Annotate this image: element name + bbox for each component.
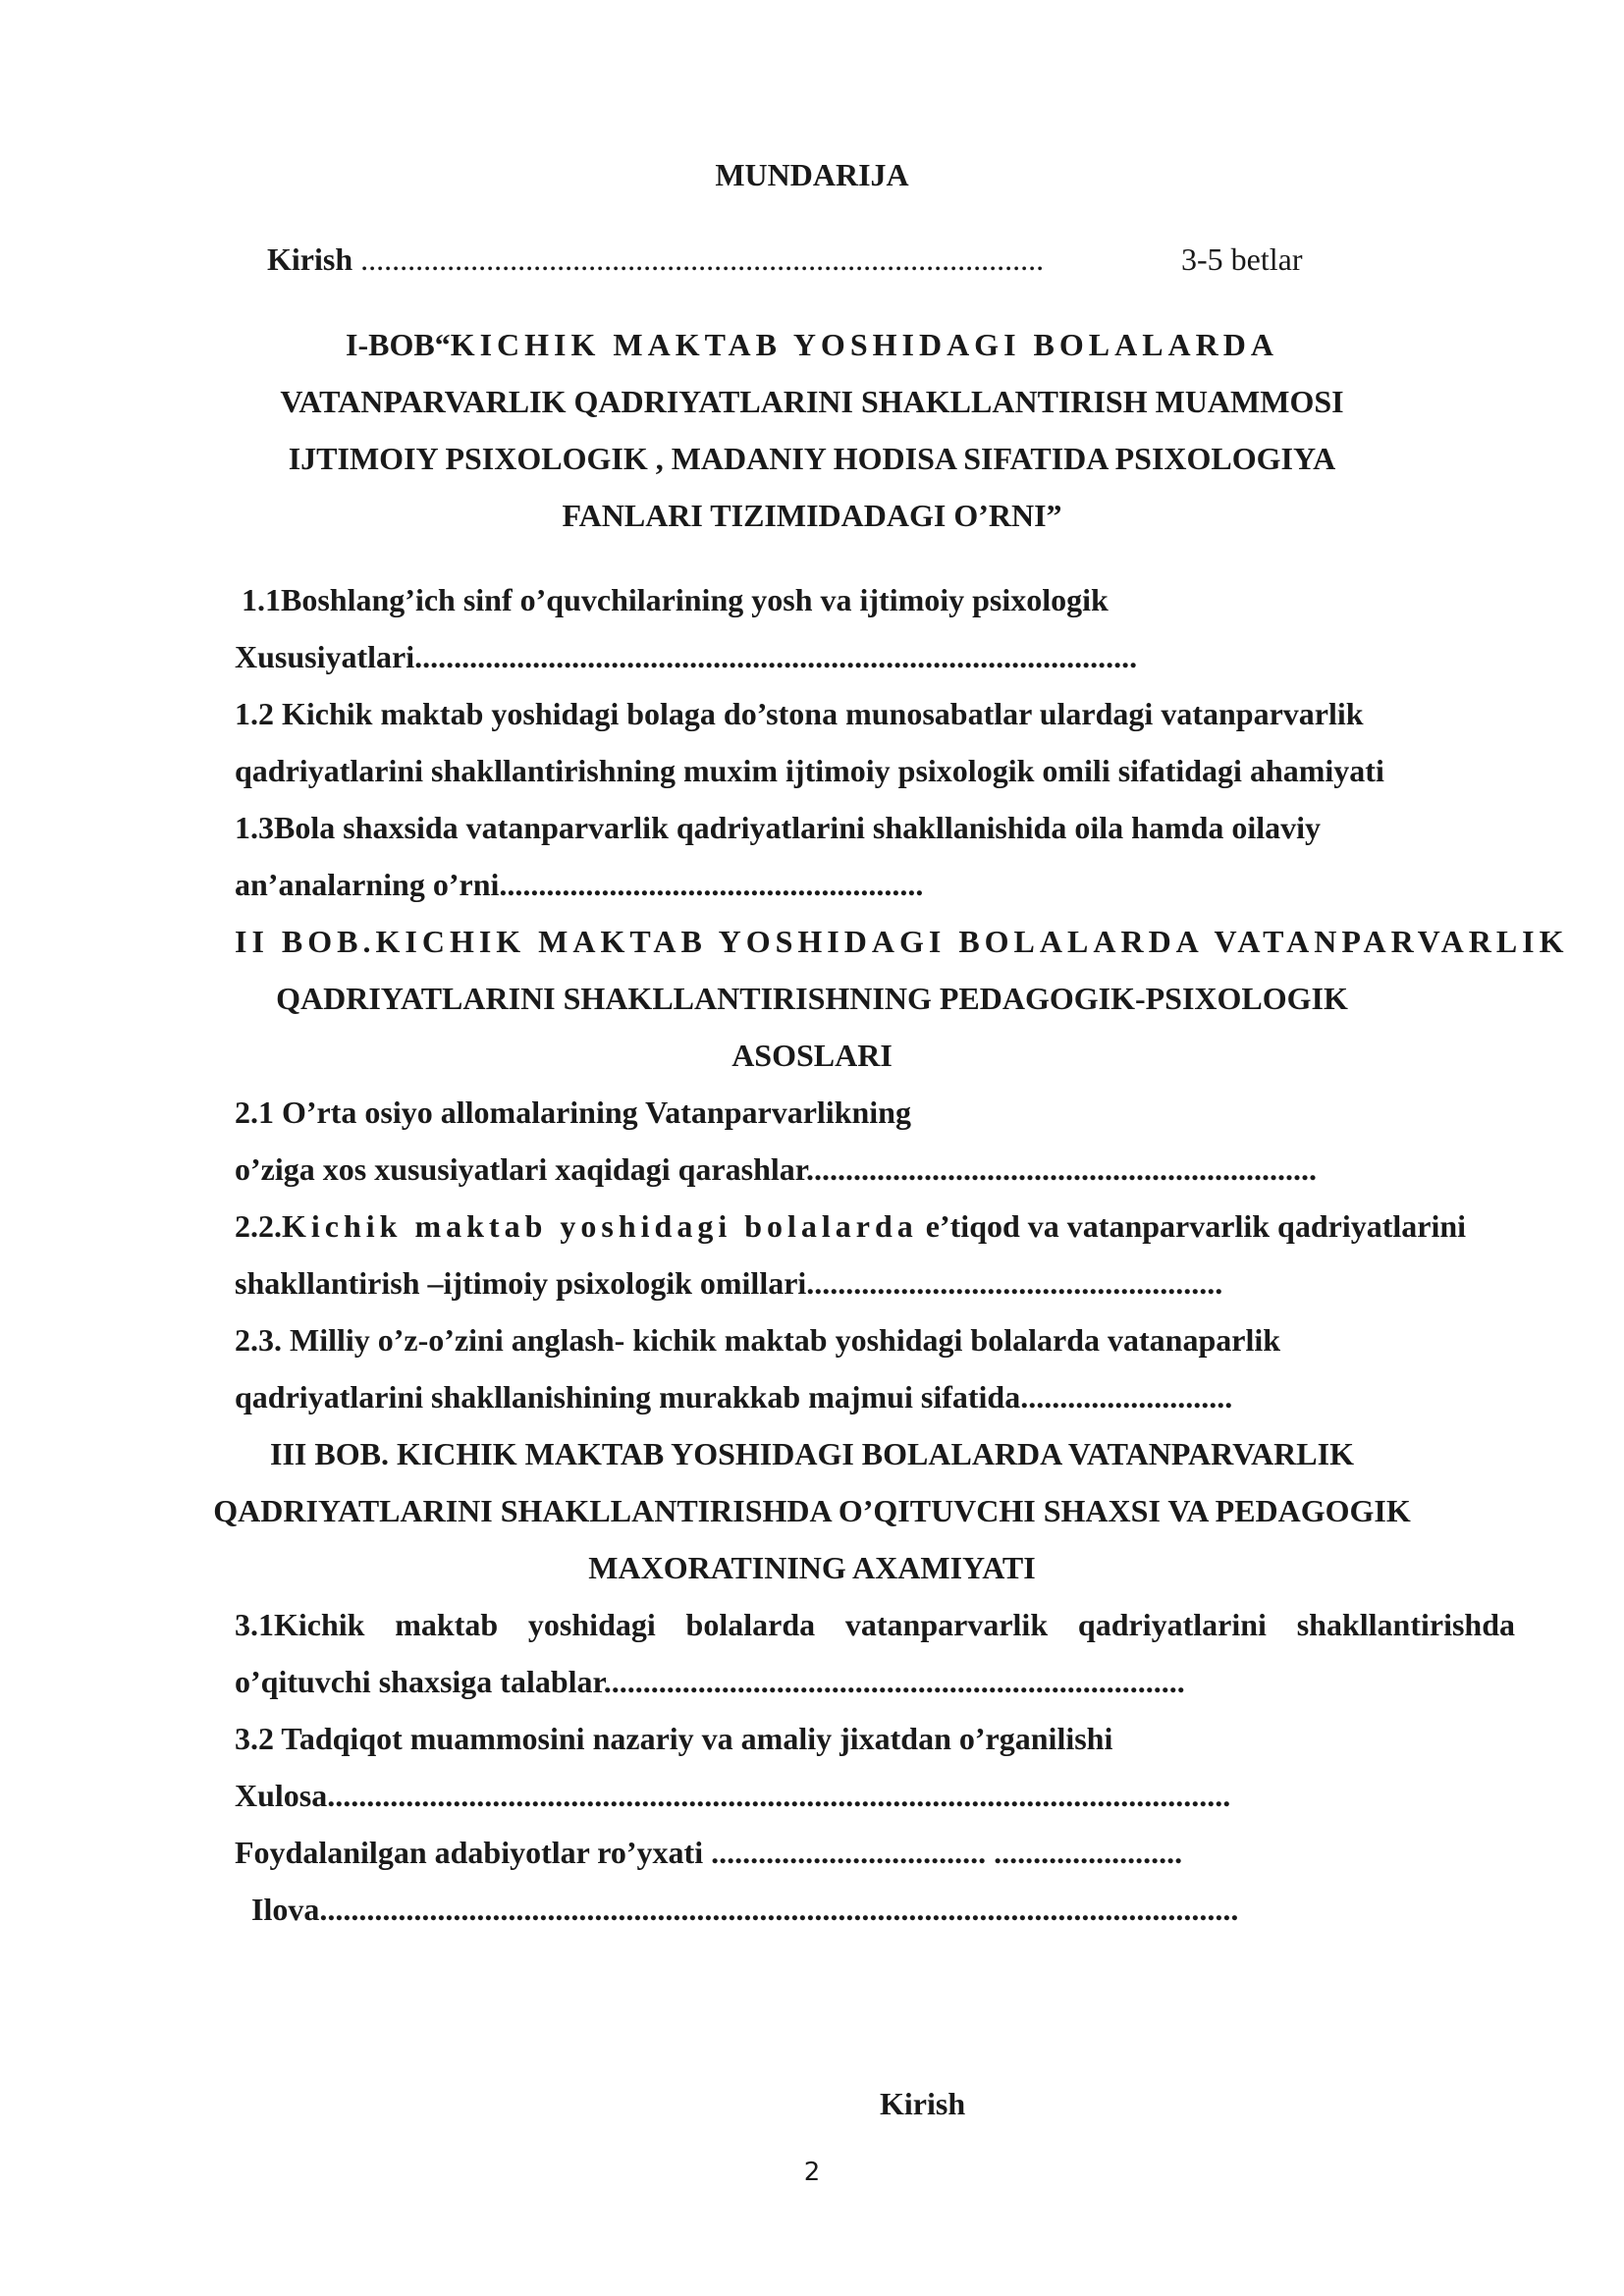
toc-entry-intro-dots: ....................................................................................... [352, 241, 1045, 277]
toc-entry-1-2-line2[interactable]: qadriyatlarini shakllantirishning muxim ijtimoiy psixologik omili sifatidagi ahamiyati [235, 753, 1384, 788]
toc-entry-1-1-line1[interactable]: 1.1Boshlang’ich sinf o’quvchilarining yosh va ijtimoiy psixologik [242, 582, 1109, 617]
chapter2-heading-line2: QADRIYATLARINI SHAKLLANTIRISHNING PEDAGOGIK-PSIXOLOGIK [276, 981, 1348, 1016]
page-number: 2 [803, 2158, 821, 2187]
chapter2-heading-line1: II BOB.KICHIK MAKTAB YOSHIDAGI BOLALARDA VATANPARVARLIK [235, 924, 1569, 959]
toc-entry-1-3-line1[interactable]: 1.3Bola shaxsida vatanparvarlik qadriyatlarini shakllanishida oila hamda oilaviy [235, 810, 1322, 845]
chapter3-heading-line1: III BOB. KICHIK MAKTAB YOSHIDAGI BOLALARDA VATANPARVARLIK [270, 1436, 1354, 1471]
toc-entry-3-2-line1[interactable]: 3.2 Tadqiqot muammosini nazariy va amaliy jixatdan o’rganilishi [235, 1721, 1113, 1756]
toc-entry-references[interactable]: Foydalanilgan adabiyotlar ro’yxati ................................... ........................ [235, 1835, 1183, 1870]
toc-entry-intro-pages: 3-5 betlar [1181, 241, 1303, 277]
toc-entry-intro[interactable] [267, 240, 1044, 279]
chapter1-heading-line4: FANLARI TIZIMIDADAGI O’RNI” [562, 498, 1062, 533]
chapter3-heading-line3: MAXORATINING AXAMIYATI [588, 1550, 1036, 1585]
chapter1-heading-spaced: KICHIK MAKTAB YOSHIDAGI BOLALARDA [450, 327, 1278, 362]
chapter1-heading-line2: VATANPARVARLIK QADRIYATLARINI SHAKLLANTIRISH MUAMMOSI [280, 384, 1344, 419]
toc-entry-2-3-line1[interactable]: 2.3. Milliy o’z-o’zini anglash- kichik maktab yoshidagi bolalarda vatanaparlik [235, 1322, 1281, 1358]
toc-entry-2-2-prefix: 2.2. [235, 1208, 282, 1244]
toc-entry-3-1-line2[interactable]: o’qituvchi shaxsiga talablar.......................................................................... [235, 1664, 1185, 1699]
chapter3-heading-line2: QADRIYATLARINI SHAKLLANTIRISHDA O’QITUVCHI SHAXSI VA PEDAGOGIK [213, 1493, 1411, 1528]
toc-entry-1-1-line2[interactable]: Xususiyatlari............................................................................................ [235, 639, 1138, 674]
toc-entry-3-1-line1[interactable]: 3.1Kichik maktab yoshidagi bolalarda vatanparvarlik qadriyatlarini shakllantirishda [235, 1607, 1515, 1642]
chapter1-heading-line3: IJTIMOIY PSIXOLOGIK , MADANIY HODISA SIFATIDA PSIXOLOGIYA [288, 441, 1336, 476]
toc-entry-1-3-line2[interactable]: an’analarning o’rni...................................................... [235, 867, 924, 902]
toc-entry-2-2-line1[interactable] [235, 1206, 1466, 1246]
toc-entry-2-2-spaced: Kichik maktab yoshidagi bolalarda [282, 1208, 918, 1244]
toc-entry-2-2-line2[interactable]: shakllantirish –ijtimoiy psixologik omillari..................................................... [235, 1265, 1223, 1301]
chapter2-heading-line3: ASOSLARI [731, 1038, 893, 1073]
toc-entry-2-1-line1[interactable]: 2.1 O’rta osiyo allomalarining Vatanparvarlikning [235, 1095, 911, 1130]
toc-entry-2-2-rest: e’tiqod va vatanparvarlik qadriyatlarini [917, 1208, 1467, 1244]
toc-entry-intro-label: Kirish [267, 241, 353, 277]
chapter1-heading-prefix: I-BOB“ [346, 327, 451, 362]
toc-entry-appendix[interactable]: Ilova..................................................................................................................... [251, 1892, 1239, 1927]
toc-entry-1-2-line1[interactable]: 1.2 Kichik maktab yoshidagi bolaga do’stona munosabatlar ulardagi vatanparvarlik [235, 696, 1364, 731]
chapter1-heading-line1 [0, 325, 1624, 364]
toc-entry-2-3-line2[interactable]: qadriyatlarini shakllanishining murakkab majmui sifatida........................... [235, 1379, 1233, 1415]
toc-entry-2-1-line2[interactable]: o’ziga xos xususiyatlari xaqidagi qarashlar................................................................. [235, 1151, 1318, 1187]
toc-entry-conclusion[interactable]: Xulosa................................................................................................................... [235, 1778, 1231, 1813]
toc-title: MUNDARIJA [715, 157, 909, 192]
section-heading-kirish: Kirish [880, 2086, 966, 2121]
